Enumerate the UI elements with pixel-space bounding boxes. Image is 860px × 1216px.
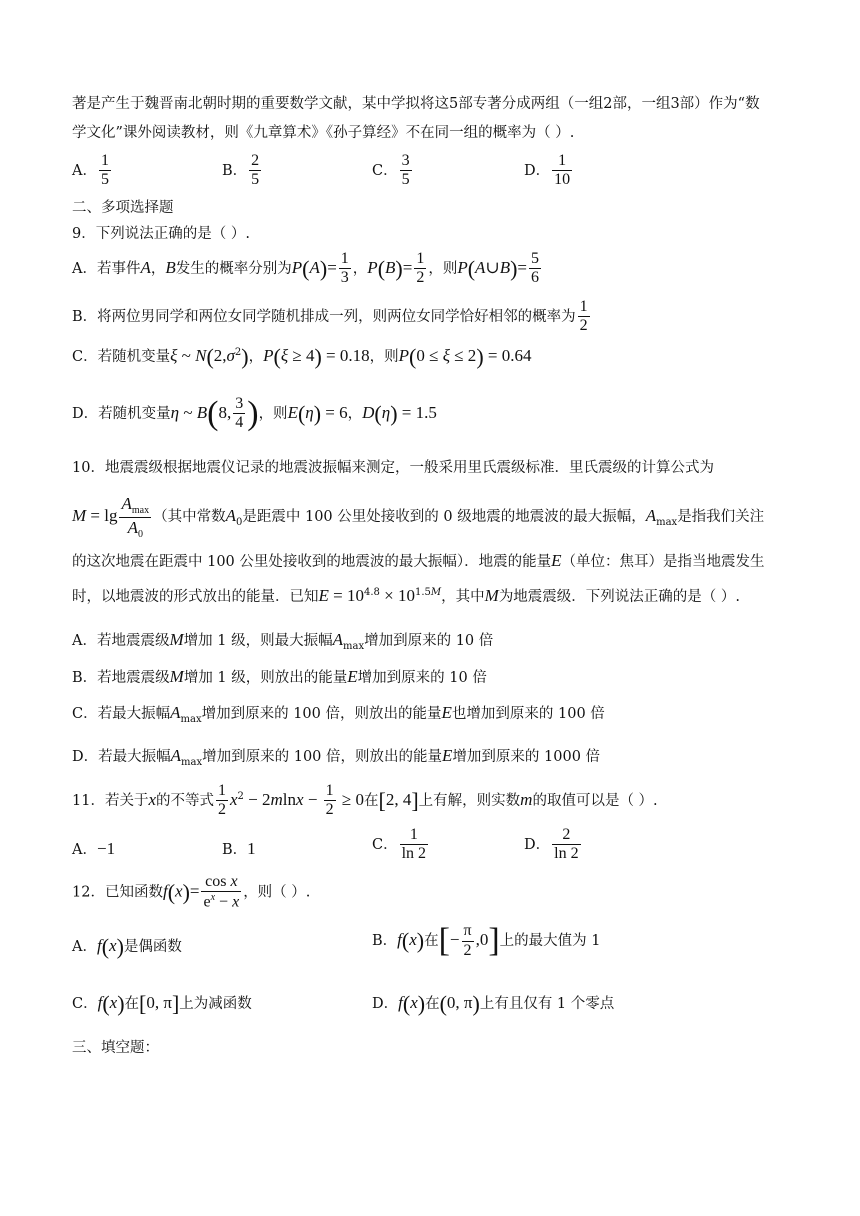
intro-line-1: 著是产生于魏晋南北朝时期的重要数学文献，某中学拟将这5部专著分成两组（一组2部，一组3部）作为“数 [72, 96, 760, 112]
q10-stem-line-4: 时，以地震波的形式放出的能量．已知$E = 10^{4.8} \times 10^{1.5M}$，其中M为地震震级．下列说法正确的是（ ）. [72, 586, 741, 605]
intro-line-2: 学文化”课外阅读教材，则《九章算术》《孙子算经》不在同一组的概率为（ ）. [72, 125, 575, 141]
q12-option-a: A．f(x)是偶函数 [72, 934, 182, 959]
q8-option-c: C． $\frac{3}{5}$ [372, 152, 410, 189]
q12-option-d: D．f(x)在(0, π)上有且仅有 1 个零点 [372, 991, 615, 1016]
q11-option-c: C． $\frac{1}{\ln 2}$ [372, 826, 427, 863]
section-fill-blank: 三、填空题： [72, 1040, 159, 1056]
q10-stem-line-2: M = lg $\frac{A_{max}}{A_0}$ （其中常数$A_0$是距震中 100 公里处接收到的 0 级地震的地震波的最大振幅，$A_{max}$是指我们关注 [72, 494, 765, 540]
q8-option-a: A． $\frac{1}{5}$ [72, 152, 109, 189]
q12-option-c: C．f(x)在[0, π]上为减函数 [72, 991, 252, 1016]
q10-option-d: D．若最大振幅$A_{max}$增加到原来的 100 倍，则放出的能量E增加到原来的 1000 倍 [72, 746, 601, 768]
q9-option-b: B．将两位男同学和两位女同学随机排成一列，则两位女同学恰好相邻的概率为 $\frac{1}{2}$ [72, 298, 588, 335]
q9-option-a: A．若事件A，B发生的概率分别为P(A)= $\frac{1}{3}$ ，P(B)= $\frac{1}{2}$ ，则P(A∪B)= $\frac{5}{6}$ [72, 250, 539, 287]
q8-option-d: D． $\frac{1}{10}$ [524, 152, 571, 189]
q8-option-b: B． $\frac{2}{5}$ [222, 152, 260, 189]
q9-option-c: C．若随机变量ξ ~ $N(2,\sigma^2)$，P(ξ ≥ 4) = 0.18，则P(0 ≤ ξ ≤ 2) = 0.64 [72, 344, 532, 369]
section-multi-choice: 二、多项选择题 [72, 200, 174, 216]
q10-stem-line-3: 的这次地震在距震中 100 公里处接收到的地震波的最大振幅）．地震的能量E（单位：焦耳）是指当地震发生 [72, 551, 765, 570]
q11-option-a: A．−1 [72, 839, 116, 858]
q11-option-b: B．1 [222, 839, 256, 858]
q10-option-a: A．若地震震级M增加 1 级，则最大振幅$A_{max}$增加到原来的 10 倍 [72, 630, 494, 652]
q9-option-d: D．若随机变量η ~ B(8, $\frac{3}{4}$ )，则E(η) = 6，D(η) = 1.5 [72, 394, 437, 432]
q10-stem-line-1: 10．地震震级根据地震仪记录的地震波振幅来测定，一般采用里氏震级标准．里氏震级的计算公式为 [72, 460, 714, 476]
q10-option-c: C．若最大振幅$A_{max}$增加到原来的 100 倍，则放出的能量E也增加到原来的 100 倍 [72, 703, 605, 725]
q11-stem: 11．若关于x的不等式 $\frac{1}{2}$ $x^2 - 2mlnx$ − $\frac{1}{2}$ ≥ 0在[2, 4]上有解，则实数m的取值可以是（ ）. [72, 782, 658, 819]
q11-option-d: D． $\frac{2}{\ln 2}$ [524, 826, 579, 863]
q12-option-b: B．f(x)在[− $\frac{\pi}{2}$ ,0]上的最大值为 1 [372, 922, 601, 959]
q10-option-b: B．若地震震级M增加 1 级，则放出的能量E增加到原来的 10 倍 [72, 667, 487, 686]
q9-stem: 9．下列说法正确的是（ ）. [72, 226, 250, 242]
q12-stem: 12．已知函数f(x)= $\frac{\text{cos x}}{e^x - x}$ ，则（ ）. [72, 873, 311, 911]
